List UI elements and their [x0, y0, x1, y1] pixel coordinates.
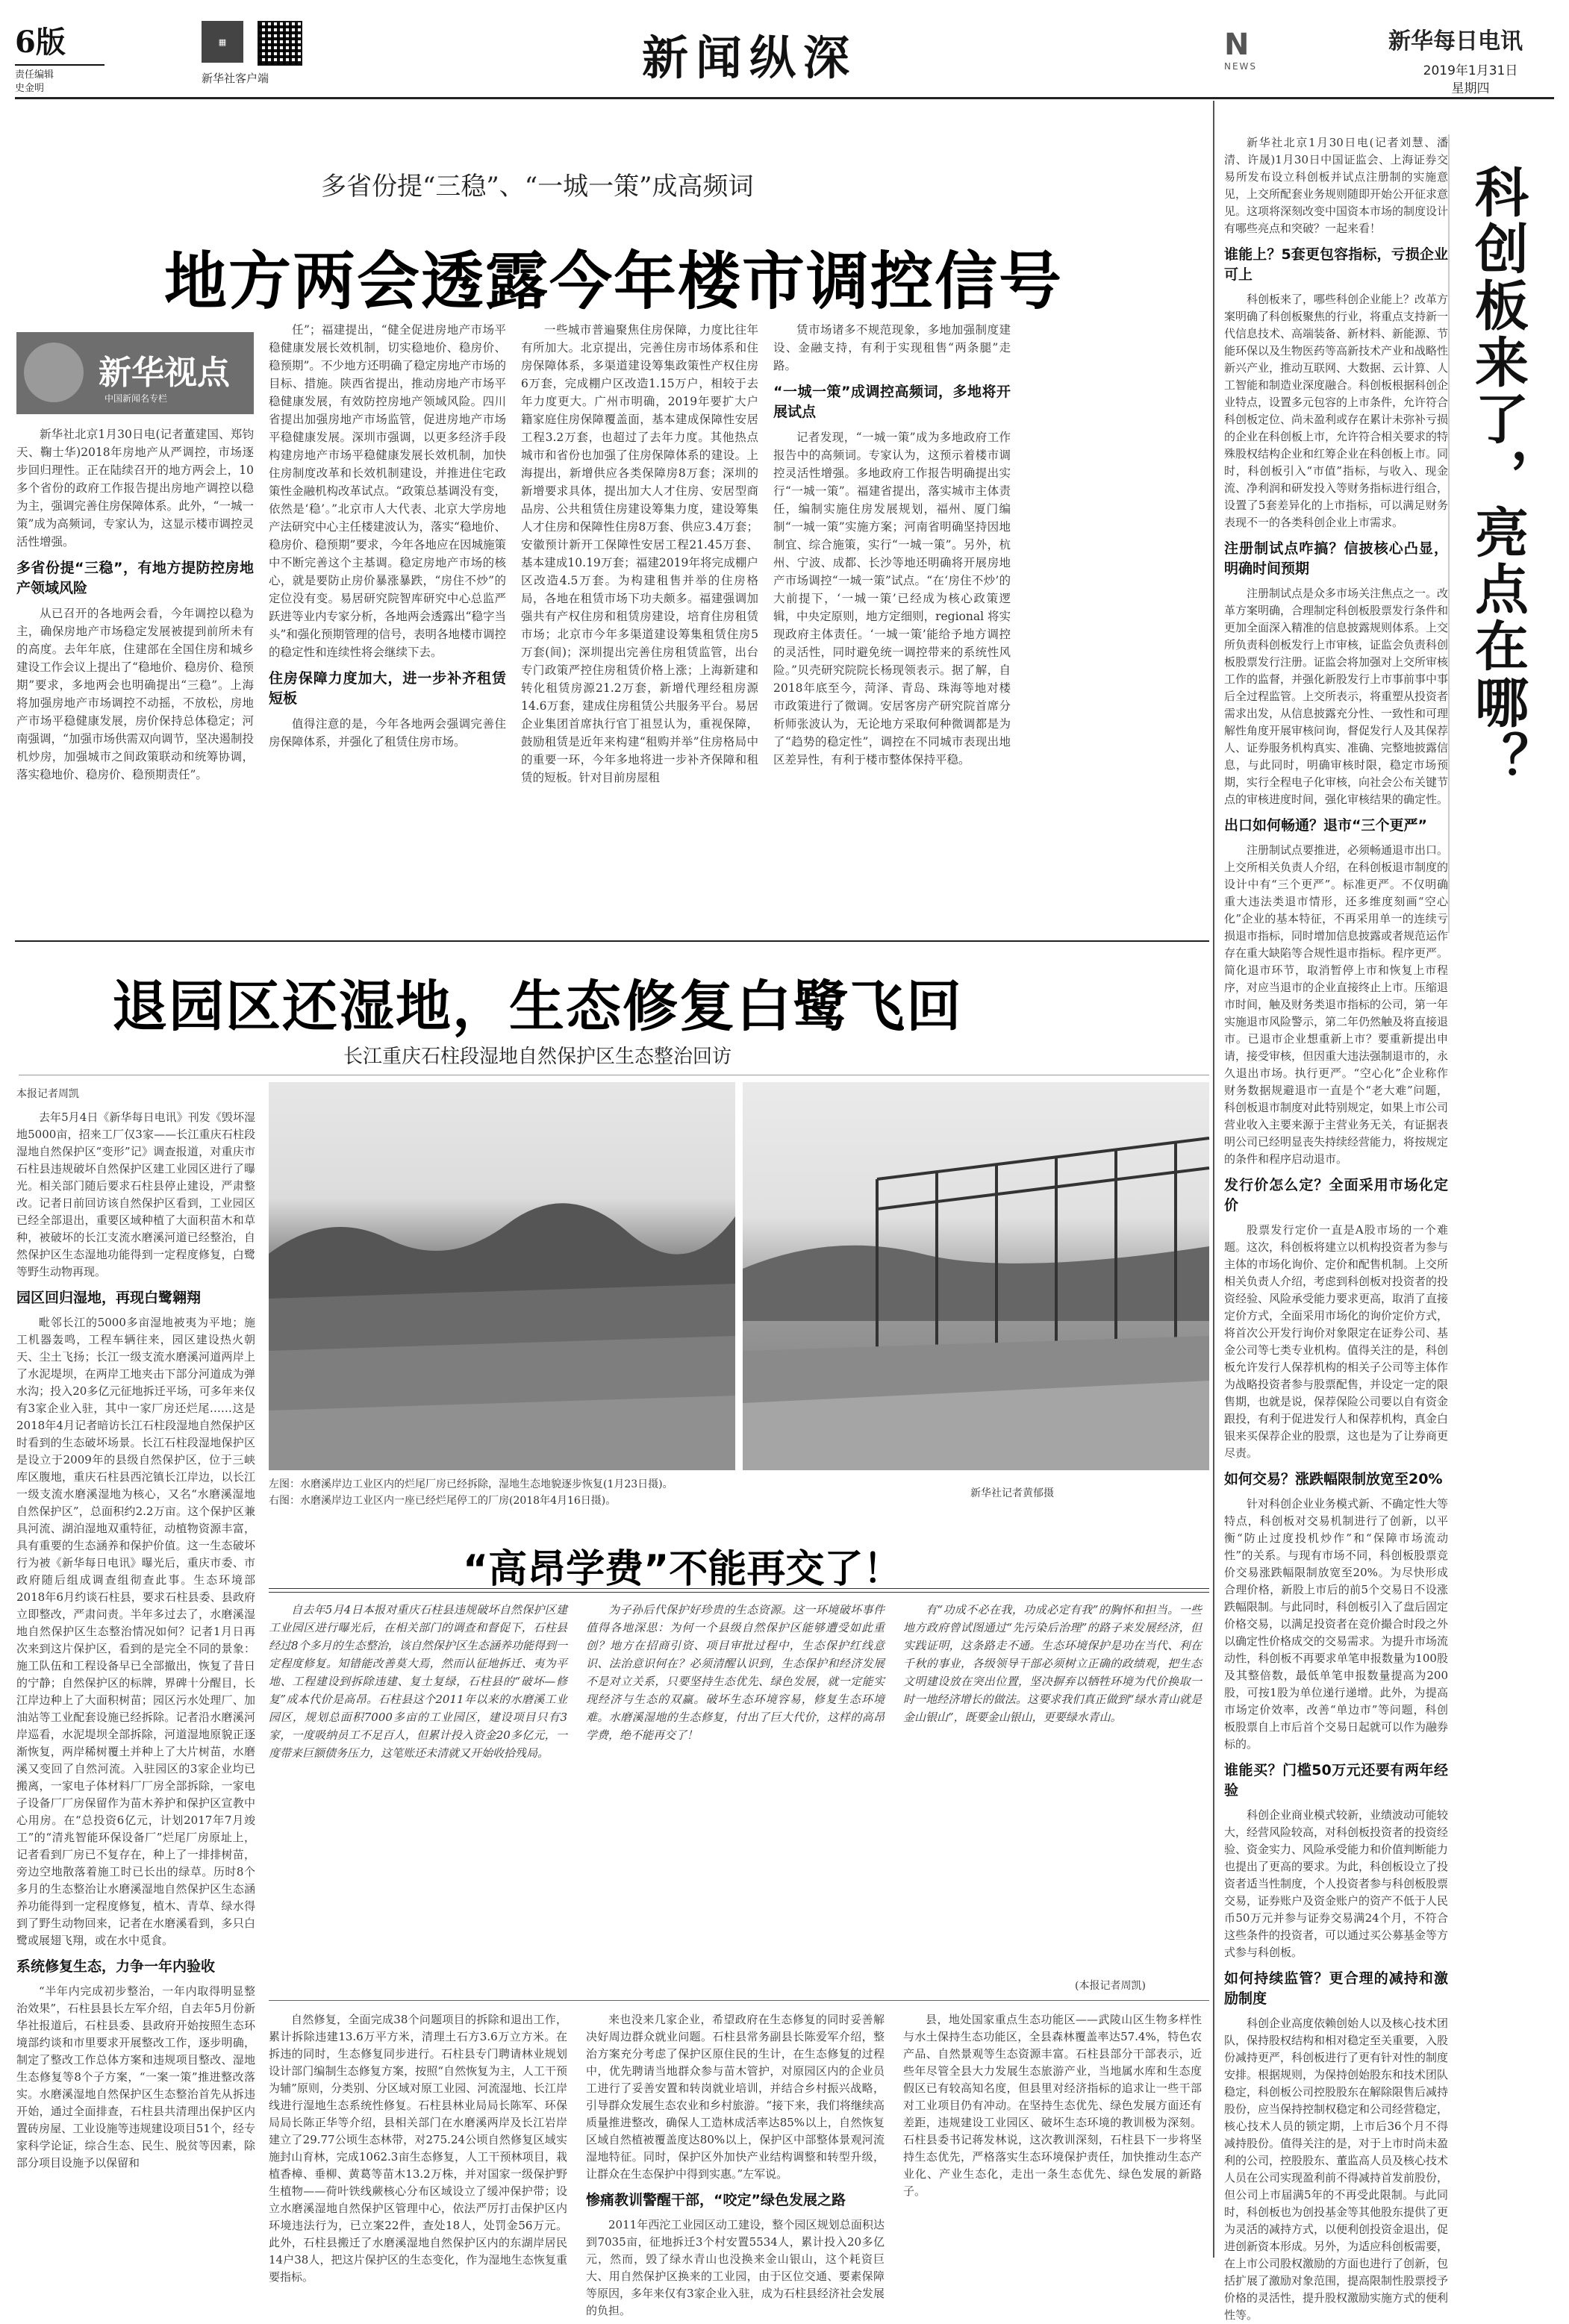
news-logo-text: NEWS — [1224, 61, 1258, 72]
article1-subhead1: 多省份提“三稳”，有地方提防控房地产领域风险 — [16, 560, 254, 596]
sidebar-a7: 科创企业高度依赖创始人以及核心技术团队，保持股权结构和相对稳定至关重要，入股份减持更严，科创板进行了更有针对性的制度安排。根据规则，为保持创始股东和技术团队稳定，科创板公司控股股东在解除限售后减持股份，应当保持控制权稳定和公司经营稳定，核心技术人员的锁定期，上市后36个月不得减持股份。值得关注的是，对于上市时尚未盈利的公司，控股股东、董监高人员及核心技术人员在公司实现盈利前不得减持首发前股份，但公司上市届满5年的不再受此限制。与此同时，科创板也为创投基金等其他股东提供了更为灵活的减持方式，以便利创投资金退出，促进创新资本形成。另外，为适应科创板需要，在上市公司股权激励的方面也进行了创新，包括扩展了激励对象范围，提高限制性股票授予价格的灵活性，提升股权激励实施方式的便利性等。 — [1224, 2017, 1449, 2322]
article1-col2 — [269, 321, 506, 933]
photo-left-wetland — [269, 1082, 735, 1470]
sidebar-q5: 如何交易？涨跌幅限制放宽至20% — [1224, 1471, 1443, 1487]
article1-subhead2: 住房保障力度加大，进一步补齐租赁短板 — [269, 670, 506, 707]
photo-right-illustration — [743, 1082, 1209, 1470]
sidebar-a5: 针对科创企业业务模式新、不确定性大等特点，科创板对交易机制进行了创新，以平衡“防止过度投机炒作”和“保障市场流动性”的关系。与现有市场不同，科创板股票竞价交易涨跌幅限制放宽至20%。为尽快形成合理价格，新股上市后的前5个交易日不设涨跌幅限制。与此同时，科创板引入了盘后固定价格交易，以满足投资者在竞价撮合时段之外以确定性价格成交的交易需求。为提升市场流动性，科创板不再要求单笔申报数量为100股及其整倍数，最低单笔申报数量提高为200股，可按1股为单位递行递增。此外，为提高市场定价效率，改善“单边市”等问题，科创板股票自上市后首个交易日起就可以作为融券标的。 — [1224, 1497, 1449, 1751]
sidebar-q1: 谁能上？5套更包容指标，亏损企业可上 — [1224, 246, 1448, 283]
editorial-col3-text: 有“功成不必在我，功成必定有我”的胸怀和担当。一些地方政府曾试图通过“先污染后治理”的路子来发展经济，但实践证明，这条路走不通。生态环境保护是功在当代、利在千秋的事业，各级领导干部必须树立正确的政绩观，把生态文明建设放在突出位置，坚决摒弃以牺牲环境为代价换取一时一地经济增长的做法。这要求我们真正做到“绿水青山就是金山银山”，既要金山银山，更要绿水青山。 — [903, 1603, 1202, 1724]
article2-sub-rule — [19, 1075, 1209, 1076]
article2-col1 — [16, 1086, 255, 2258]
editorial-headline: “高昂学费”不能再交了！ — [463, 1547, 902, 1592]
article2-para3: “半年内完成初步整治，一年内取得明显整治效果”，石柱县县长左军介绍，自去年5月份新华社报道后，石柱县委、县政府开始按照生态环境部约谈和市里要求开展整改工作，逐步明确，制定了整改工作总体方案和违规项目整改、湿地生态修复等8个子方案，“一案一策”推进整改落实。水磨溪湿地自然保护区生态整治首先从拆违开始，通过全面排查，石柱县共清理出保护区内置砖房屋、工业设施等违规建设项目51个，经专家科学论证，综合生态、民生、脱贫等因素，除部分项目设施予以保留和 — [16, 1984, 255, 2170]
issue-weekday: 星期四 — [1451, 81, 1490, 96]
article2-col4-text: 县，地处国家重点生态功能区——武陵山区生物多样性与水土保持生态功能区，全县森林覆盖率达57.4%，特色农产品、自然景观等生态资源丰富。石柱县部分干部表示，近些年尽管全县大力发展生态旅游产业，当地属水库和生态度假区已有较高知名度，但县里对经济指标的追求让一些干部对工业项目仍有冲动。在坚持生态优先、绿色发展方面还有差距，违规建设工业园区、破坏生态环境的教训极为深刻。石柱县委书记蒋发林说，这次教训深刻，石柱县下一步将坚持生态优先，严格落实生态环境保护责任，加快推动生态产业化、产业生态化，走出一条生态优先、绿色发展的新路子。 — [903, 2013, 1202, 2198]
article1-col2-para2: 值得注意的是，今年各地两会强调完善住房保障体系，并强化了租赁住房市场。 — [269, 717, 506, 749]
article2-subhead3: 惨痛教训警醒干部，“咬定”绿色发展之路 — [586, 2192, 846, 2208]
masthead: 新华每日电讯 — [1388, 28, 1523, 54]
badge-title: 新华视点 — [99, 354, 230, 392]
article2-headline: 退园区还湿地，生态修复白鹭飞回 — [112, 975, 963, 1039]
article2-byline: 本报记者周凯 — [16, 1088, 79, 1100]
editorial-col1 — [269, 1601, 567, 1996]
article1-kicker: 多省份提“三稳”、“一城一策”成高频词 — [321, 172, 754, 202]
editor-label: 责任编辑 — [15, 69, 54, 81]
article2-col3-para2: 2011年西沱工业园区动工建设，整个园区规划总面积达到7035亩，征地拆迁3个村安置5534人，累计投入20多亿元，然而，毁了绿水青山也没换来金山银山，这个耗资巨大、用自然保护区换来的工业园，由于区位交通、要素保障等原因，多年来仅有3家企业入驻，成为石柱县经济社会发展的负担。 — [586, 2218, 885, 2317]
article2-col3-text: 来也没来几家企业，希望政府在生态修复的同时妥善解决好周边群众就业问题。石柱县常务副县长陈爱军介绍，整治方案充分考虑了保护区原住民的生计，在生态修复的过程中，优先聘请当地群众参与苗木管护，对原园区内的企业员工进行了妥善安置和转岗就业培训，并结合乡村振兴战略，引导群众发展生态农业和乡村旅游。“接下来，我们将继续高质量推进整改，确保人工造林成活率达85%以上，自然恢复区域自然植被覆盖度达80%以上，保护区中部整体景观河流湿地特征。同时，保护区外加快产业结构调整和转型升级，让群众在生态保护中得到实惠。”左军说。 — [586, 2013, 885, 2181]
photographer-credit: 新华社记者黄郁摄 — [970, 1487, 1054, 1499]
page-number-box — [15, 19, 105, 94]
article2-top-rule — [15, 940, 1209, 942]
caption-left: 左图：水磨溪岸边工业区内的烂尾厂房已经拆除，湿地生态地貌逐步恢复(1月23日摄)。 — [269, 1478, 673, 1490]
xinhua-app-logo — [202, 21, 243, 63]
xinhua-viewpoint-badge — [16, 332, 254, 414]
page-number: 6版 — [15, 25, 66, 60]
qr-code-icon — [258, 21, 302, 66]
issue-date: 2019年1月31日 — [1423, 63, 1518, 78]
article1-col3 — [521, 321, 758, 933]
article1-col3-text: 一些城市普遍聚焦住房保障，力度比往年有所加大。北京提出，完善住房市场体系和住房保障体系，多渠道建设筹集政策性产权住房6万套，完成棚户区改造1.15万户，相较于去年力度更大。广州市明确，2019年要扩大户籍家庭住房保障覆盖面，基本建成保障性安居工程3.2万套，也超过了去年力度。其他热点城市和省份也加强了住房保障体系的建设。上海提出，新增供应各类保障房8万套；深圳的新增要求具体，提出加大人才住房、安居型商品房、公共租赁住房建设筹集力度，建设筹集人才住房和保障性住房8万套、供应3.4万套；安徽预计新开工保障性安居工程21.45万套、基本建成10.19万套；福建2019年将完成棚户区改造4.5万套。为构建租售并举的住房格局，各地在租赁市场下功夫颇多。福建强调加强共有产权住房和租赁房建设，培育住房租赁市场；北京市今年多渠道建设筹集租赁住房5万套(间)；深圳提出完善住房租赁监管，出台专门政策严控住房租赁价格上涨；上海新建和转化租赁房源21.2万套，新增代理经租房源14.6万套，建成住房租赁公共服务平台。易居企业集团首席执行官丁祖昱认为，重视保障，鼓励租赁是近年来构建“租购并举”住房格局中的重要一环，今年多地将进一步补齐保障和租赁的短板。针对目前房屋租 — [521, 323, 758, 784]
article1-col4 — [773, 321, 1011, 933]
article1-subhead3: “一城一策”成调控高频词，多地将开展试点 — [773, 384, 1011, 420]
article2-col2-text: 自然修复，全面完成38个问题项目的拆除和退出工作，累计拆除违建13.6万平方米，清理土石方3.6万立方米。在拆违的同时，生态修复同步进行。石柱县专门聘请林业规划设计部门编制生态修复方案，按照“自然恢复为主，人工干预为辅”原则，分类别、分区域对原工业园、河流湿地、长江岸线进行湿地生态系统性修复。石柱县林业局局长陈军、环保局局长陈正华等介绍，县相关部门在水磨溪两岸及长江岩岸建立了29.77公顷生态林带，对275.24公顷自然修复区域实施封山育林，完成1062.3亩生态修复，人工干预林项目，栽植香樟、垂柳、黄葛等苗木13.2万株，并对国家一级保护野生植物——荷叶铁线蕨核心分布区域设立了缓冲保护带；设立水磨溪湿地自然保护区管理中心，依法严厉打击保护区内环境违法行为，已立案22件，查处18人，处罚金56万元。此外，石柱县搬迁了水磨溪湿地自然保护区内的东湖岸居民14户38人，把这片保护区的生态变化，作为湿地生态恢复重要指标。 — [269, 2013, 567, 2284]
article2-subhead1: 园区回归湿地，再现白鹭翱翔 — [16, 1290, 202, 1306]
caption-right: 右图：水磨溪岸边工业区内一座已经烂尾停工的厂房(2018年4月16日摄)。 — [269, 1495, 617, 1507]
editorial-col3 — [903, 1601, 1202, 1974]
editorial-rule — [269, 1588, 1209, 1593]
sidebar-q3: 出口如何畅通？退市“三个更严” — [1224, 817, 1427, 834]
photo-right-factory — [743, 1082, 1209, 1470]
article2-col3 — [586, 2011, 885, 2317]
editorial-col1-text: 自去年5月4日本报对重庆石柱县违规破坏自然保护区建工业园区进行曝光后，在相关部门的调查和督促下，石柱县经过8个多月的生态整治，该自然保护区生态涵养功能得到一定程度修复。知错能改善莫大焉，然而认征地拆迁、夷为平地、工程建设到拆除违建、复土复绿，石柱县的“破坏—修复”成本代价是高昂。石柱县这个2011年以来的水磨溪工业园区，规划总面积7000多亩的工业园区，建设项目只有3家，一度吸纳员工不足百人，但累计投入资金20多亿元，一度带来巨额债务压力，这笔账还未清就又开始收拾残局。 — [269, 1603, 567, 1760]
article1-headline: 地方两会透露今年楼市调控信号 — [164, 245, 1064, 318]
sidebar-a3: 注册制试点要推进，必须畅通退市出口。上交所相关负责人介绍，在科创板退市制度的设计中有“三个更严”。标准更严。不仅明确重大违法类退市情形，还多维度刻画“空心化”企业的基本特征，不再采用单一的连续亏损退市指标，同时增加信息披露或者规范运作存在重大缺陷等合规性退市指标。程序更严。简化退市环节，取消暂停上市和恢复上市程序，对应当退市的企业直接终止上市。压缩退市时间，触及财务类退市指标的公司，第一年实施退市风险警示，第二年仍然触及将直接退市。已退市企业想重新上市？要重新提出申请，接受审核，但因重大违法强制退市的，永久退出市场。执行更严。“空心化”企业称作财务数据规避退市一直是个“老大难”问题，科创板退市制度对此特别规定，如果上市公司营业收入主要来源于主营业务无关，有证据表明公司已经明显丧失持续经营能力，将按规定的条件和程序启动退市。 — [1224, 843, 1449, 1166]
sidebar-q2: 注册制试点咋搞？信披核心凸显，明确时间预期 — [1224, 540, 1448, 577]
app-logo-icon: ▦ — [202, 21, 243, 63]
article1-col2-text: 任”；福建提出，“健全促进房地产市场平稳健康发展长效机制，切实稳地价、稳房价、稳预期”。不少地方还明确了稳定房地产市场的目标、措施。陕西省提出，推动房地产市场平稳健康发展，有效防控房地产领域风险。四川省提出加强房地产市场监管，促进房地产市场平稳健康发展。深圳市强调，以更多经济手段构建房地产市场平稳健康发展长效机制，加快住房制度改革和长效机制建设，并推进住宅政策性金融机构改革试点。“政策总基调没有变，依然是‘稳’。”北京市人大代表、北京大学房地产法研究中心主任楼建波认为，落实“稳地价、稳房价、稳预期”要求，今年各地应在因城施策中不断完善这个主基调。稳定房地产市场的核心，就是要防止房价暴涨暴跌，“房住不炒”的定位没有变。易居研究院智库研究中心总监严跃进等业内专家分析，各地两会透露出“稳字当头”和强化预期管理的信号，表明各地楼市调控的稳定性和连续性将会继续下去。 — [269, 323, 506, 659]
sidebar-lead: 新华社北京1月30日电(记者刘慧、潘清、许晟)1月30日中国证监会、上海证券交易所发布设立科创板并试点注册制的实施意见，上交所配套业务规则随即开始公开征求意见。这项将深刻改变中国资本市场的制度设计有哪些亮点和突破？一起来看！ — [1224, 136, 1449, 235]
binoculars-icon — [24, 343, 84, 402]
article2-subhead: 长江重庆石柱段湿地自然保护区生态整治回访 — [343, 1046, 732, 1068]
sidebar-title: 科创板来了，亮点在哪？ — [1466, 164, 1529, 788]
editorial-bottom-rule — [269, 2000, 1209, 2002]
sidebar-divider — [1213, 101, 1214, 2258]
article2-lead: 去年5月4日《新华每日电讯》刊发《毁坏湿地5000亩，招来工厂仅3家——长江重庆石柱段湿地自然保护区“变形”记》调查报道，对重庆市石柱县违规破坏自然保护区建工业园区进行了曝光。相关部门随后要求石柱县停止建设，严肃整改。记者日前回访该自然保护区看到，工业园区已经全部退出，重要区域种植了大面积苗木和草种，被破坏的长江支流水磨溪河道已经整治，自然保护区生态湿地功能得到一定程度修复，白鹭等野生动物再现。 — [16, 1111, 255, 1278]
article1-lead: 新华社北京1月30日电(记者董建国、郑钧天、鞠士华)2018年房地产从严调控，市场逐步回归理性。正在陆续召开的地方两会上，10多个省份的政府工作报告提出房地产调控以稳为主，强调完善住房保障体系。此外，“一城一策”成为高频词，专家认为，这显示楼市调控灵活性增强。 — [16, 428, 254, 549]
header-rule — [15, 97, 1554, 99]
sidebar-q7: 如何持续监管？更合理的减持和激励制度 — [1224, 1970, 1448, 2007]
article2-col4 — [903, 2011, 1202, 2258]
badge-subtitle: 中国新闻名专栏 — [105, 393, 168, 404]
news-logo: N NEWS — [1224, 28, 1276, 73]
photo-captions — [269, 1476, 941, 1509]
sidebar-a4: 股票发行定价一直是A股市场的一个难题。这次，科创板将建立以机构投资者为参与主体的市场化询价、定价和配售机制。上交所相关负责人介绍，考虑到科创板对投资者的投资经验、风险承受能力要求更高，取消了直接定价方式，全面采用市场化的询价定价方式，将首次公开发行询价对象限定在证券公司、基金公司等七类专业机构。值得关注的是，科创板允许发行人保荐机构的相关子公司等主体作为战略投资者参与股票配售，并设定一定的限售期，也就是说，保荐保险公司要以自有资金跟投，有利于促进发行人和保荐机构，真金白银来买保荐企业的股票，这也是为了让券商更尽责。 — [1224, 1223, 1449, 1460]
editorial-col2-text: 为子孙后代保护好珍贵的生态资源。这一环境破坏事件值得各地深思：为何一个县级自然保护区能够遭受如此重创？地方在招商引资、项目审批过程中，生态保护红线意识、法治意识何在？必须清醒认识到，生态保护和经济发展不是对立关系，只要坚持生态优先、绿色发展，就一定能实现经济与生态的双赢。破坏生态环境容易，修复生态环境难。水磨溪湿地的生态修复，付出了巨大代价，这样的高昂学费，绝不能再交了！ — [586, 1603, 885, 1742]
app-label: 新华社客户端 — [202, 72, 269, 85]
editor-name: 史金明 — [15, 83, 45, 94]
article1-col4-para2: 记者发现，“一城一策”成为多地政府工作报告中的高频词。专家认为，这预示着楼市调控灵活性增强。多地政府工作报告明确提出实行“一城一策”。福建省提出，落实城市主体责任，编制实施住房发展规划，福州、厦门编制“一城一策”实施方案；河南省明确坚持因地制宜、综合施策，实行“一城一策”。另外，杭州、宁波、成都、长沙等地还明确将开展房地产市场调控“一城一策”试点。“在‘房住不炒’的大前提下，‘一城一策’已经成为核心政策逻辑，中央定原则，地方定细则，regional 将实现政府主体责任。‘一城一策’能给予地方调控的灵活性，同时避免统一调控带来的系统性风险。”贝壳研究院院长杨现领表示。据了解，自2018年底至今，菏泽、青岛、珠海等地对楼市政策进行了微调。安居客房产研究院首席分析师张波认为，无论地方采取何种微调都是为了“趋势的稳定性”，调控在不同城市表现出地区差异性，有利于楼市整体保持平稳。 — [773, 431, 1011, 766]
sidebar-a2: 注册制试点是众多市场关注焦点之一。改革方案明确，合理制定科创板股票发行条件和更加全面深入精准的信息披露规则体系。上交所负责科创板发行上市审核，证监会负责科创板股票发行注册。证监会将加强对上交所审核工作的监督，并强化新股发行上市事前事中事后全过程监管。上交所表示，将重塑从投资者需求出发，从信息披露充分性、一致性和可理解性角度开展审核问询，督促发行人及其保荐人、证券服务机构真实、准确、完整地披露信息，与此同时，明确审核时限，稳定市场预期，实行全程电子化审核，向社会公布关键节点的审核进度时间，强化审核结果的确定性。 — [1224, 587, 1449, 806]
sidebar-a1: 科创板来了，哪些科创企业能上？改革方案明确了科创板聚焦的行业，将重点支持新一代信息技术、高端装备、新材料、新能源、节能环保以及生物医药等高新技术产业和战略性新兴产业，推动互联网、大数据、云计算、人工智能和制造业深度融合。科创板根据科创企业特点，设置多元包容的上市条件，允许符合科创板定位、尚未盈利或存在累计未弥补亏损的企业在科创板上市，允许符合相关要求的特殊股权结构企业和红筹企业在科创板上市。同时，科创板引入“市值”指标，与收入、现金流、净利润和研发投入等财务指标进行组合，设置了5套差异化的上市指标，可以满足财务表现不一的各类科创企业上市需求。 — [1224, 293, 1449, 529]
editorial-col2 — [586, 1601, 885, 1996]
photo-left-illustration — [269, 1082, 735, 1470]
editorial-signature: (本报记者周凯) — [1075, 1980, 1146, 1992]
sidebar-body — [1224, 134, 1449, 2322]
section-title: 新闻纵深 — [642, 31, 858, 85]
article2-para2: 毗邻长江的5000多亩湿地被夷为平地；施工机器轰鸣，工程车辆往来，园区建设热火朝天、尘土飞扬；长江一级支流水磨溪河道两岸上了水泥堤坝，在两岸工地夹击下部分河道成为弹水沟；投入20多亿元征地拆迁平场，可多年来仅有3家企业入驻，其中一家厂房还烂尾……这是2018年4月记者暗访长江石柱段湿地自然保护区时看到的生态破坏场景。长江石柱段湿地保护区是设立于2009年的县级自然保护区，位于三峡库区腹地，重庆石柱县西沱镇长江岸边，以长江一级支流水磨溪湿地为核心，又名“水磨溪湿地自然保护区”，总面积约2.2万亩。这个保护区兼具河流、湖泊湿地双重特征，动植物资源丰富，具有重要的生态涵养和保护价值。这一生态破坏行为被《新华每日电讯》曝光后，重庆市委、市政府随后组成调查组彻查此事。生态环境部2018年6月约谈石柱县，要求石柱县委、县政府立即整改，严肃问责。半年多过去了，水磨溪湿地自然保护区生态整治情况如何？记者1月日再次来到这片保护区，看到的是完全不同的景象：施工队伍和工程设备早已全部撤出，恢复了昔日的宁静；自然保护区的标牌，界碑十分醒目，长江岸边种上了大面积树苗；园区污水处理厂、加油站等工业配套设施已经拆除。记者沿水磨溪河岸巡看，水泥堤坝全部拆除，河道湿地原貌正逐渐恢复，两岸稀树覆土并种上了大片树苗，水磨溪又变回了自然河流。入驻园区的3家企业均已搬离，一家电子体材料厂厂房全部拆除，一家电子设备厂厂房保留作为苗木养护和保护区宣教中心用房。在“总投资6亿元，计划2017年7月竣工”的“清兆智能环保设备厂”烂尾厂房原址上，记者看到厂房已不复存在，种上了一排排树苗，旁边空地散落着施工时已长出的绿草。历时8个多月的生态整治让水磨溪湿地自然保护区生态涵养功能得到一定程度修复，植木、青草、绿水得到了野生动物回来，记者在水磨溪看到，多只白鹭或展翅飞翔，或在水中觅食。 — [16, 1316, 255, 1947]
sidebar-a6: 科创企业商业模式较新，业绩波动可能较大，经营风险较高，对科创板投资者的投资经验、资金实力、风险承受能力和价值判断能力也提出了更高的要求。为此，科创板设立了投资者适当性制度，个人投资者参与科创板股票交易，证券账户及资金账户的资产不低于人民币50万元并参与证券交易满24个月，不符合这些条件的投资者，可以通过买公募基金等方式参与科创板。 — [1224, 1808, 1449, 1959]
article2-col2 — [269, 2011, 567, 2284]
sidebar-q6: 谁能买？门槛50万元还要有两年经验 — [1224, 1762, 1448, 1799]
article1-col4-text: 赁市场诸多不规范现象，多地加强制度建设、金融支持，有利于实现租售“两条腿”走路。 — [773, 323, 1011, 372]
article1-para2: 从已召开的各地两会看，今年调控以稳为主，确保房地产市场稳定发展被提到前所未有的高度。去年年底，住建部在全国住房和城乡建设工作会议上提出了“稳地价、稳房价、稳预期”要求，多地两会也明确提出“三稳”。上海将加强房地产市场调控不动摇，不放松，房地产市场平稳健康发展，房价保持总体稳定；河南强调，“加强市场供需双向调节，坚决遏制投机炒房，加强城市之间政策联动和统筹协调，落实稳地价、稳房价、稳预期责任”。 — [16, 607, 254, 781]
sidebar-q4: 发行价怎么定？全面采用市场化定价 — [1224, 1177, 1448, 1213]
sidebar-title-rule — [1448, 134, 1450, 933]
article2-subhead2: 系统修复生态，力争一年内验收 — [16, 1958, 216, 1975]
article1-col1 — [16, 425, 254, 933]
